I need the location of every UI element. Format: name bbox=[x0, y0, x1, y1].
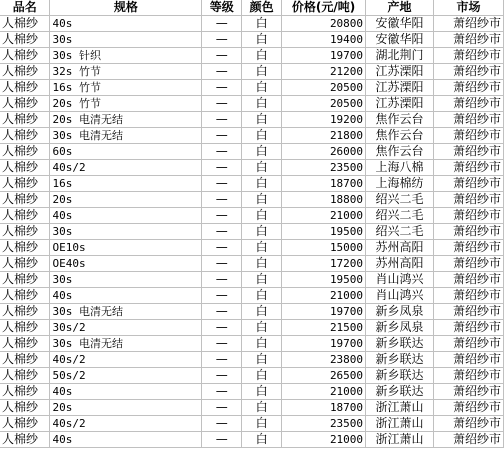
cell-spec[interactable]: 30s 电清无结 bbox=[50, 336, 202, 352]
header-row bbox=[0, 0, 504, 16]
cell-price[interactable]: 23500 bbox=[282, 416, 366, 432]
cell-color[interactable]: 白 bbox=[242, 352, 282, 368]
cell-price[interactable]: 18700 bbox=[282, 176, 366, 192]
cell-spec[interactable]: OE40s bbox=[50, 256, 202, 272]
cell-market[interactable]: 萧绍纱市 bbox=[434, 96, 504, 112]
table-row bbox=[0, 160, 504, 176]
cell-grade[interactable]: — bbox=[202, 80, 242, 96]
cell-name[interactable]: 人棉纱 bbox=[0, 336, 50, 352]
cell-origin[interactable]: 新乡联达 bbox=[366, 368, 434, 384]
cell-origin[interactable]: 江苏溧阳 bbox=[366, 64, 434, 80]
cell-market[interactable]: 萧绍纱市 bbox=[434, 416, 504, 432]
cell-market[interactable]: 萧绍纱市 bbox=[434, 304, 504, 320]
cell-name[interactable]: 人棉纱 bbox=[0, 416, 50, 432]
cell-price[interactable]: 19400 bbox=[282, 32, 366, 48]
cell-market[interactable]: 萧绍纱市 bbox=[434, 336, 504, 352]
header-color[interactable]: 颜色 bbox=[242, 0, 282, 16]
cell-name[interactable]: 人棉纱 bbox=[0, 176, 50, 192]
cell-color[interactable]: 白 bbox=[242, 16, 282, 32]
cell-grade[interactable]: — bbox=[202, 208, 242, 224]
cell-market[interactable]: 萧绍纱市 bbox=[434, 144, 504, 160]
cell-spec[interactable]: 40s bbox=[50, 432, 202, 448]
cell-name[interactable]: 人棉纱 bbox=[0, 304, 50, 320]
table-row bbox=[0, 336, 504, 352]
table-row bbox=[0, 128, 504, 144]
cell-grade[interactable]: — bbox=[202, 32, 242, 48]
cell-price[interactable]: 15000 bbox=[282, 240, 366, 256]
cell-origin[interactable]: 新乡凤泉 bbox=[366, 320, 434, 336]
cell-market[interactable]: 萧绍纱市 bbox=[434, 256, 504, 272]
cell-color[interactable]: 白 bbox=[242, 80, 282, 96]
table-row bbox=[0, 272, 504, 288]
cell-spec[interactable]: OE10s bbox=[50, 240, 202, 256]
cell-grade[interactable]: — bbox=[202, 112, 242, 128]
cell-market[interactable]: 萧绍纱市 bbox=[434, 16, 504, 32]
cell-grade[interactable]: — bbox=[202, 400, 242, 416]
table-row bbox=[0, 112, 504, 128]
cell-grade[interactable]: — bbox=[202, 304, 242, 320]
cell-name[interactable]: 人棉纱 bbox=[0, 432, 50, 448]
cell-grade[interactable]: — bbox=[202, 288, 242, 304]
cell-market[interactable]: 萧绍纱市 bbox=[434, 128, 504, 144]
cell-price[interactable]: 19200 bbox=[282, 112, 366, 128]
cell-color[interactable]: 白 bbox=[242, 128, 282, 144]
cell-market[interactable]: 萧绍纱市 bbox=[434, 80, 504, 96]
cell-grade[interactable]: — bbox=[202, 64, 242, 80]
cell-price[interactable]: 21200 bbox=[282, 64, 366, 80]
cell-grade[interactable]: — bbox=[202, 96, 242, 112]
cell-price[interactable]: 23800 bbox=[282, 352, 366, 368]
cell-name[interactable]: 人棉纱 bbox=[0, 32, 50, 48]
cell-color[interactable]: 白 bbox=[242, 96, 282, 112]
cell-price[interactable]: 19500 bbox=[282, 272, 366, 288]
cell-name[interactable]: 人棉纱 bbox=[0, 272, 50, 288]
cell-name[interactable]: 人棉纱 bbox=[0, 352, 50, 368]
cell-price[interactable]: 18800 bbox=[282, 192, 366, 208]
cell-name[interactable]: 人棉纱 bbox=[0, 224, 50, 240]
cell-grade[interactable]: — bbox=[202, 160, 242, 176]
cell-name[interactable]: 人棉纱 bbox=[0, 288, 50, 304]
cell-price[interactable]: 21000 bbox=[282, 288, 366, 304]
table-row bbox=[0, 416, 504, 432]
cell-price[interactable]: 20800 bbox=[282, 16, 366, 32]
cell-origin[interactable]: 苏州高阳 bbox=[366, 256, 434, 272]
cell-grade[interactable]: — bbox=[202, 416, 242, 432]
cell-spec[interactable]: 60s bbox=[50, 144, 202, 160]
cell-spec[interactable]: 30s bbox=[50, 224, 202, 240]
cell-origin[interactable]: 浙江萧山 bbox=[366, 416, 434, 432]
cell-market[interactable]: 萧绍纱市 bbox=[434, 368, 504, 384]
cell-origin[interactable]: 绍兴二毛 bbox=[366, 192, 434, 208]
cell-grade[interactable]: — bbox=[202, 48, 242, 64]
cell-spec[interactable]: 20s 竹节 bbox=[50, 96, 202, 112]
cell-name[interactable]: 人棉纱 bbox=[0, 96, 50, 112]
cell-name[interactable]: 人棉纱 bbox=[0, 256, 50, 272]
header-grade[interactable]: 等级 bbox=[202, 0, 242, 16]
cell-price[interactable]: 21000 bbox=[282, 384, 366, 400]
cell-spec[interactable]: 40s bbox=[50, 384, 202, 400]
cell-spec[interactable]: 30s/2 bbox=[50, 320, 202, 336]
table-row bbox=[0, 176, 504, 192]
cell-name[interactable]: 人棉纱 bbox=[0, 240, 50, 256]
cell-origin[interactable]: 苏州高阳 bbox=[366, 240, 434, 256]
cell-market[interactable]: 萧绍纱市 bbox=[434, 176, 504, 192]
cell-color[interactable]: 白 bbox=[242, 176, 282, 192]
table-row bbox=[0, 240, 504, 256]
cell-name[interactable]: 人棉纱 bbox=[0, 320, 50, 336]
cell-origin[interactable]: 新乡联达 bbox=[366, 384, 434, 400]
cell-grade[interactable]: — bbox=[202, 320, 242, 336]
cell-color[interactable]: 白 bbox=[242, 192, 282, 208]
cell-origin[interactable]: 焦作云台 bbox=[366, 112, 434, 128]
table-row bbox=[0, 384, 504, 400]
cell-grade[interactable]: — bbox=[202, 240, 242, 256]
table-row bbox=[0, 80, 504, 96]
table-row bbox=[0, 32, 504, 48]
cell-market[interactable]: 萧绍纱市 bbox=[434, 272, 504, 288]
cell-market[interactable]: 萧绍纱市 bbox=[434, 192, 504, 208]
cell-market[interactable]: 萧绍纱市 bbox=[434, 352, 504, 368]
cell-market[interactable]: 萧绍纱市 bbox=[434, 288, 504, 304]
cell-origin[interactable]: 焦作云台 bbox=[366, 128, 434, 144]
cell-color[interactable]: 白 bbox=[242, 320, 282, 336]
cell-origin[interactable]: 焦作云台 bbox=[366, 144, 434, 160]
cell-name[interactable]: 人棉纱 bbox=[0, 208, 50, 224]
cell-market[interactable]: 萧绍纱市 bbox=[434, 400, 504, 416]
table-row bbox=[0, 288, 504, 304]
cell-color[interactable]: 白 bbox=[242, 368, 282, 384]
cell-spec[interactable]: 40s/2 bbox=[50, 352, 202, 368]
cell-grade[interactable]: — bbox=[202, 352, 242, 368]
cell-market[interactable]: 萧绍纱市 bbox=[434, 432, 504, 448]
cell-price[interactable]: 19700 bbox=[282, 336, 366, 352]
cell-color[interactable]: 白 bbox=[242, 304, 282, 320]
cell-name[interactable]: 人棉纱 bbox=[0, 64, 50, 80]
cell-price[interactable]: 19700 bbox=[282, 304, 366, 320]
header-origin[interactable]: 产地 bbox=[366, 0, 434, 16]
cell-color[interactable]: 白 bbox=[242, 384, 282, 400]
cell-color[interactable]: 白 bbox=[242, 160, 282, 176]
cell-name[interactable]: 人棉纱 bbox=[0, 144, 50, 160]
cell-origin[interactable]: 绍兴二毛 bbox=[366, 224, 434, 240]
cell-spec[interactable]: 30s 针织 bbox=[50, 48, 202, 64]
cell-name[interactable]: 人棉纱 bbox=[0, 16, 50, 32]
cell-price[interactable]: 21000 bbox=[282, 208, 366, 224]
header-name[interactable]: 品名 bbox=[0, 0, 50, 16]
cell-spec[interactable]: 30s 电清无结 bbox=[50, 128, 202, 144]
cell-spec[interactable]: 16s bbox=[50, 176, 202, 192]
cell-origin[interactable]: 新乡联达 bbox=[366, 336, 434, 352]
cell-price[interactable]: 18700 bbox=[282, 400, 366, 416]
cell-spec[interactable]: 30s 电清无结 bbox=[50, 304, 202, 320]
cell-market[interactable]: 萧绍纱市 bbox=[434, 32, 504, 48]
header-market[interactable]: 市场 bbox=[434, 0, 504, 16]
cell-grade[interactable]: — bbox=[202, 176, 242, 192]
cell-spec[interactable]: 40s/2 bbox=[50, 160, 202, 176]
table-row bbox=[0, 320, 504, 336]
cell-name[interactable]: 人棉纱 bbox=[0, 128, 50, 144]
table-row bbox=[0, 352, 504, 368]
table-row bbox=[0, 96, 504, 112]
cell-color[interactable]: 白 bbox=[242, 288, 282, 304]
cell-spec[interactable]: 40s bbox=[50, 208, 202, 224]
cell-grade[interactable]: — bbox=[202, 144, 242, 160]
cell-grade[interactable]: — bbox=[202, 192, 242, 208]
table-row bbox=[0, 192, 504, 208]
cell-color[interactable]: 白 bbox=[242, 256, 282, 272]
cell-origin[interactable]: 上海八棉 bbox=[366, 160, 434, 176]
cell-grade[interactable]: — bbox=[202, 432, 242, 448]
cell-name[interactable]: 人棉纱 bbox=[0, 48, 50, 64]
cell-name[interactable]: 人棉纱 bbox=[0, 400, 50, 416]
cell-color[interactable]: 白 bbox=[242, 416, 282, 432]
cell-market[interactable]: 萧绍纱市 bbox=[434, 48, 504, 64]
cell-grade[interactable]: — bbox=[202, 272, 242, 288]
cell-origin[interactable]: 江苏溧阳 bbox=[366, 80, 434, 96]
cell-name[interactable]: 人棉纱 bbox=[0, 112, 50, 128]
cell-origin[interactable]: 安徽华阳 bbox=[366, 16, 434, 32]
cell-price[interactable]: 26000 bbox=[282, 144, 366, 160]
cell-grade[interactable]: — bbox=[202, 16, 242, 32]
cell-market[interactable]: 萧绍纱市 bbox=[434, 320, 504, 336]
cell-name[interactable]: 人棉纱 bbox=[0, 160, 50, 176]
cell-spec[interactable]: 40s bbox=[50, 16, 202, 32]
cell-market[interactable]: 萧绍纱市 bbox=[434, 384, 504, 400]
table-row bbox=[0, 432, 504, 448]
cell-color[interactable]: 白 bbox=[242, 400, 282, 416]
table-row bbox=[0, 400, 504, 416]
cell-color[interactable]: 白 bbox=[242, 64, 282, 80]
cell-color[interactable]: 白 bbox=[242, 208, 282, 224]
cell-price[interactable]: 20500 bbox=[282, 80, 366, 96]
table-row bbox=[0, 208, 504, 224]
cell-name[interactable]: 人棉纱 bbox=[0, 368, 50, 384]
cell-name[interactable]: 人棉纱 bbox=[0, 80, 50, 96]
cell-spec[interactable]: 30s bbox=[50, 272, 202, 288]
cell-origin[interactable]: 肖山鸿兴 bbox=[366, 288, 434, 304]
cell-color[interactable]: 白 bbox=[242, 144, 282, 160]
cell-grade[interactable]: — bbox=[202, 256, 242, 272]
table-row bbox=[0, 64, 504, 80]
cell-spec[interactable]: 20s 电清无结 bbox=[50, 112, 202, 128]
table-row bbox=[0, 48, 504, 64]
cell-color[interactable]: 白 bbox=[242, 336, 282, 352]
cell-price[interactable]: 17200 bbox=[282, 256, 366, 272]
cell-price[interactable]: 23500 bbox=[282, 160, 366, 176]
cell-origin[interactable]: 浙江萧山 bbox=[366, 400, 434, 416]
cell-market[interactable]: 萧绍纱市 bbox=[434, 240, 504, 256]
cell-origin[interactable]: 安徽华阳 bbox=[366, 32, 434, 48]
cell-origin[interactable]: 上海棉纺 bbox=[366, 176, 434, 192]
cell-price[interactable]: 21800 bbox=[282, 128, 366, 144]
cell-spec[interactable]: 32s 竹节 bbox=[50, 64, 202, 80]
cell-spec[interactable]: 20s bbox=[50, 400, 202, 416]
cell-color[interactable]: 白 bbox=[242, 272, 282, 288]
cell-price[interactable]: 26500 bbox=[282, 368, 366, 384]
cell-origin[interactable]: 新乡联达 bbox=[366, 352, 434, 368]
cell-market[interactable]: 萧绍纱市 bbox=[434, 208, 504, 224]
cell-market[interactable]: 萧绍纱市 bbox=[434, 224, 504, 240]
cell-origin[interactable]: 湖北荆门 bbox=[366, 48, 434, 64]
cell-price[interactable]: 21000 bbox=[282, 432, 366, 448]
cell-color[interactable]: 白 bbox=[242, 32, 282, 48]
cell-color[interactable]: 白 bbox=[242, 48, 282, 64]
table-row bbox=[0, 16, 504, 32]
cell-color[interactable]: 白 bbox=[242, 432, 282, 448]
cell-market[interactable]: 萧绍纱市 bbox=[434, 64, 504, 80]
cell-price[interactable]: 21500 bbox=[282, 320, 366, 336]
cell-color[interactable]: 白 bbox=[242, 224, 282, 240]
cell-grade[interactable]: — bbox=[202, 336, 242, 352]
cell-grade[interactable]: — bbox=[202, 224, 242, 240]
cell-spec[interactable]: 40s/2 bbox=[50, 416, 202, 432]
header-spec[interactable]: 规格 bbox=[50, 0, 202, 16]
cell-price[interactable]: 19500 bbox=[282, 224, 366, 240]
cell-color[interactable]: 白 bbox=[242, 112, 282, 128]
cell-name[interactable]: 人棉纱 bbox=[0, 384, 50, 400]
cell-market[interactable]: 萧绍纱市 bbox=[434, 160, 504, 176]
cell-grade[interactable]: — bbox=[202, 128, 242, 144]
cell-price[interactable]: 20500 bbox=[282, 96, 366, 112]
cell-grade[interactable]: — bbox=[202, 368, 242, 384]
cell-spec[interactable]: 40s bbox=[50, 288, 202, 304]
table-row bbox=[0, 304, 504, 320]
cell-grade[interactable]: — bbox=[202, 384, 242, 400]
cell-price[interactable]: 19700 bbox=[282, 48, 366, 64]
cell-market[interactable]: 萧绍纱市 bbox=[434, 112, 504, 128]
cell-origin[interactable]: 江苏溧阳 bbox=[366, 96, 434, 112]
cell-origin[interactable]: 新乡凤泉 bbox=[366, 304, 434, 320]
cell-spec[interactable]: 20s bbox=[50, 192, 202, 208]
header-price[interactable]: 价格(元/吨) bbox=[282, 0, 366, 16]
cell-spec[interactable]: 50s/2 bbox=[50, 368, 202, 384]
table-row bbox=[0, 144, 504, 160]
table-row bbox=[0, 256, 504, 272]
cell-name[interactable]: 人棉纱 bbox=[0, 192, 50, 208]
cell-origin[interactable]: 肖山鸿兴 bbox=[366, 272, 434, 288]
cell-color[interactable]: 白 bbox=[242, 240, 282, 256]
table-row bbox=[0, 224, 504, 240]
cell-origin[interactable]: 绍兴二毛 bbox=[366, 208, 434, 224]
table-row bbox=[0, 368, 504, 384]
cell-spec[interactable]: 30s bbox=[50, 32, 202, 48]
cell-spec[interactable]: 16s 竹节 bbox=[50, 80, 202, 96]
cell-origin[interactable]: 浙江萧山 bbox=[366, 432, 434, 448]
